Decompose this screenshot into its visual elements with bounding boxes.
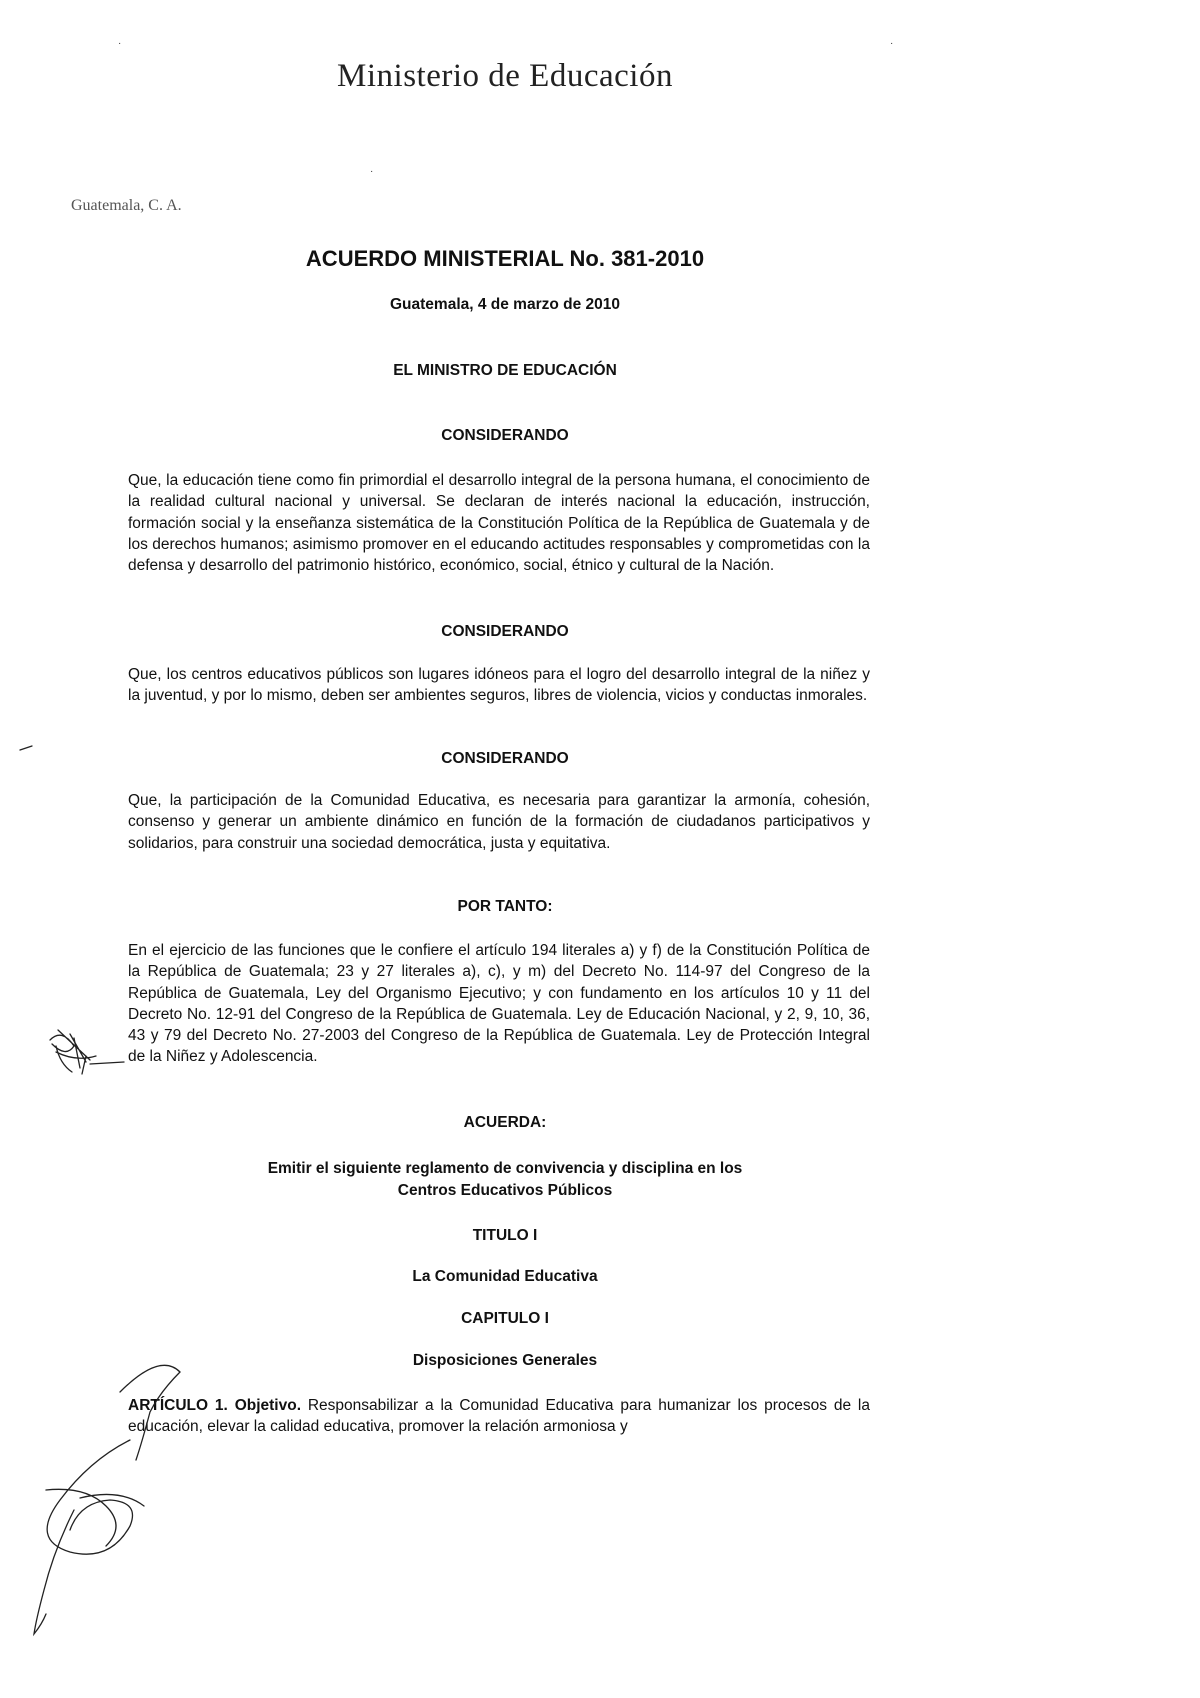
document-title: ACUERDO MINISTERIAL No. 381-2010 [305,246,705,271]
titulo-name: La Comunidad Educativa [412,1268,598,1285]
considerando-heading-2: CONSIDERANDO [441,623,569,640]
capitulo-name: Disposiciones Generales [412,1352,598,1369]
considerando-paragraph-2: Que, los centros educativos públicos son lugares idóneos para el logro del desarrollo integral de la niñez y la juventud, y por lo mismo, deben ser ambientes seguros, libres de violencia, vicios y conductas inmorales. [128,666,870,705]
authority-heading: EL MINISTRO DE EDUCACIÓN [393,362,617,379]
article-1-label: ARTÍCULO 1. [128,1397,228,1414]
considerando-paragraph-1: Que, la educación tiene como fin primordial el desarrollo integral de la persona humana, el conocimiento de la realidad cultural nacional y universal. Se declaran de interés nacional la educación, instrucción, formación social y la enseñanza sistemática de la Constitución Política de la República de Guatemala y de los derechos humanos; asimismo promover en el educando actitudes responsables y comprometidas con la defensa y desarrollo del patrimonio histórico, económico, social, étnico y cultural de la Nación. [128,472,870,575]
ministry-header: Ministerio de Educación [337,58,673,94]
document-date: Guatemala, 4 de marzo de 2010 [389,296,621,313]
article-1-text: Responsabilizar a la Comunidad Educativa para humanizar los procesos de la educación, elevar la calidad educativa, promover la relación armoniosa y [128,1397,870,1436]
por-tanto-paragraph: En el ejercicio de las funciones que le confiere el artículo 194 literales a) y f) de la Constitución Política de la República de Guatemala; 23 y 27 literales a), c), y m) del Decreto No. 114-97 del Congreso de la República de Guatemala, Ley del Organismo Ejecutivo; y con fundamento en los artículos 10 y 11 del Decreto No. 12-91 del Congreso de la República de Guatemala. Ley de Educación Nacional, y 2, 9, 10, 36, 43 y 79 del Decreto No. 27-2003 del Congreso de la República de Guatemala. Ley de Protección Integral de la Niñez y Adolescencia. [128,942,870,1066]
capitulo-heading: CAPITULO I [461,1310,549,1327]
por-tanto-heading: POR TANTO: [457,898,553,915]
considerando-paragraph-3: Que, la participación de la Comunidad Educativa, es necesaria para garantizar la armonía, cohesión, consenso y generar un ambiente dinámico en función de la formación de ciudadanos participativos y solidarios, para construir una sociedad democrática, justa y equitativa. [128,792,870,852]
emitir-line-1: Emitir el siguiente reglamento de convivencia y disciplina en los [267,1160,743,1177]
place-line: Guatemala, C. A. [71,197,182,214]
scan-speck: · [890,38,894,49]
acuerda-heading: ACUERDA: [463,1114,547,1131]
scan-speck: · [370,166,374,177]
considerando-heading-3: CONSIDERANDO [441,750,569,767]
article-1-heading: Objetivo. [234,1397,302,1414]
scan-speck: · [118,38,122,49]
considerando-heading-1: CONSIDERANDO [441,427,569,444]
titulo-heading: TITULO I [472,1227,538,1244]
emitir-line-2: Centros Educativos Públicos [397,1182,613,1199]
